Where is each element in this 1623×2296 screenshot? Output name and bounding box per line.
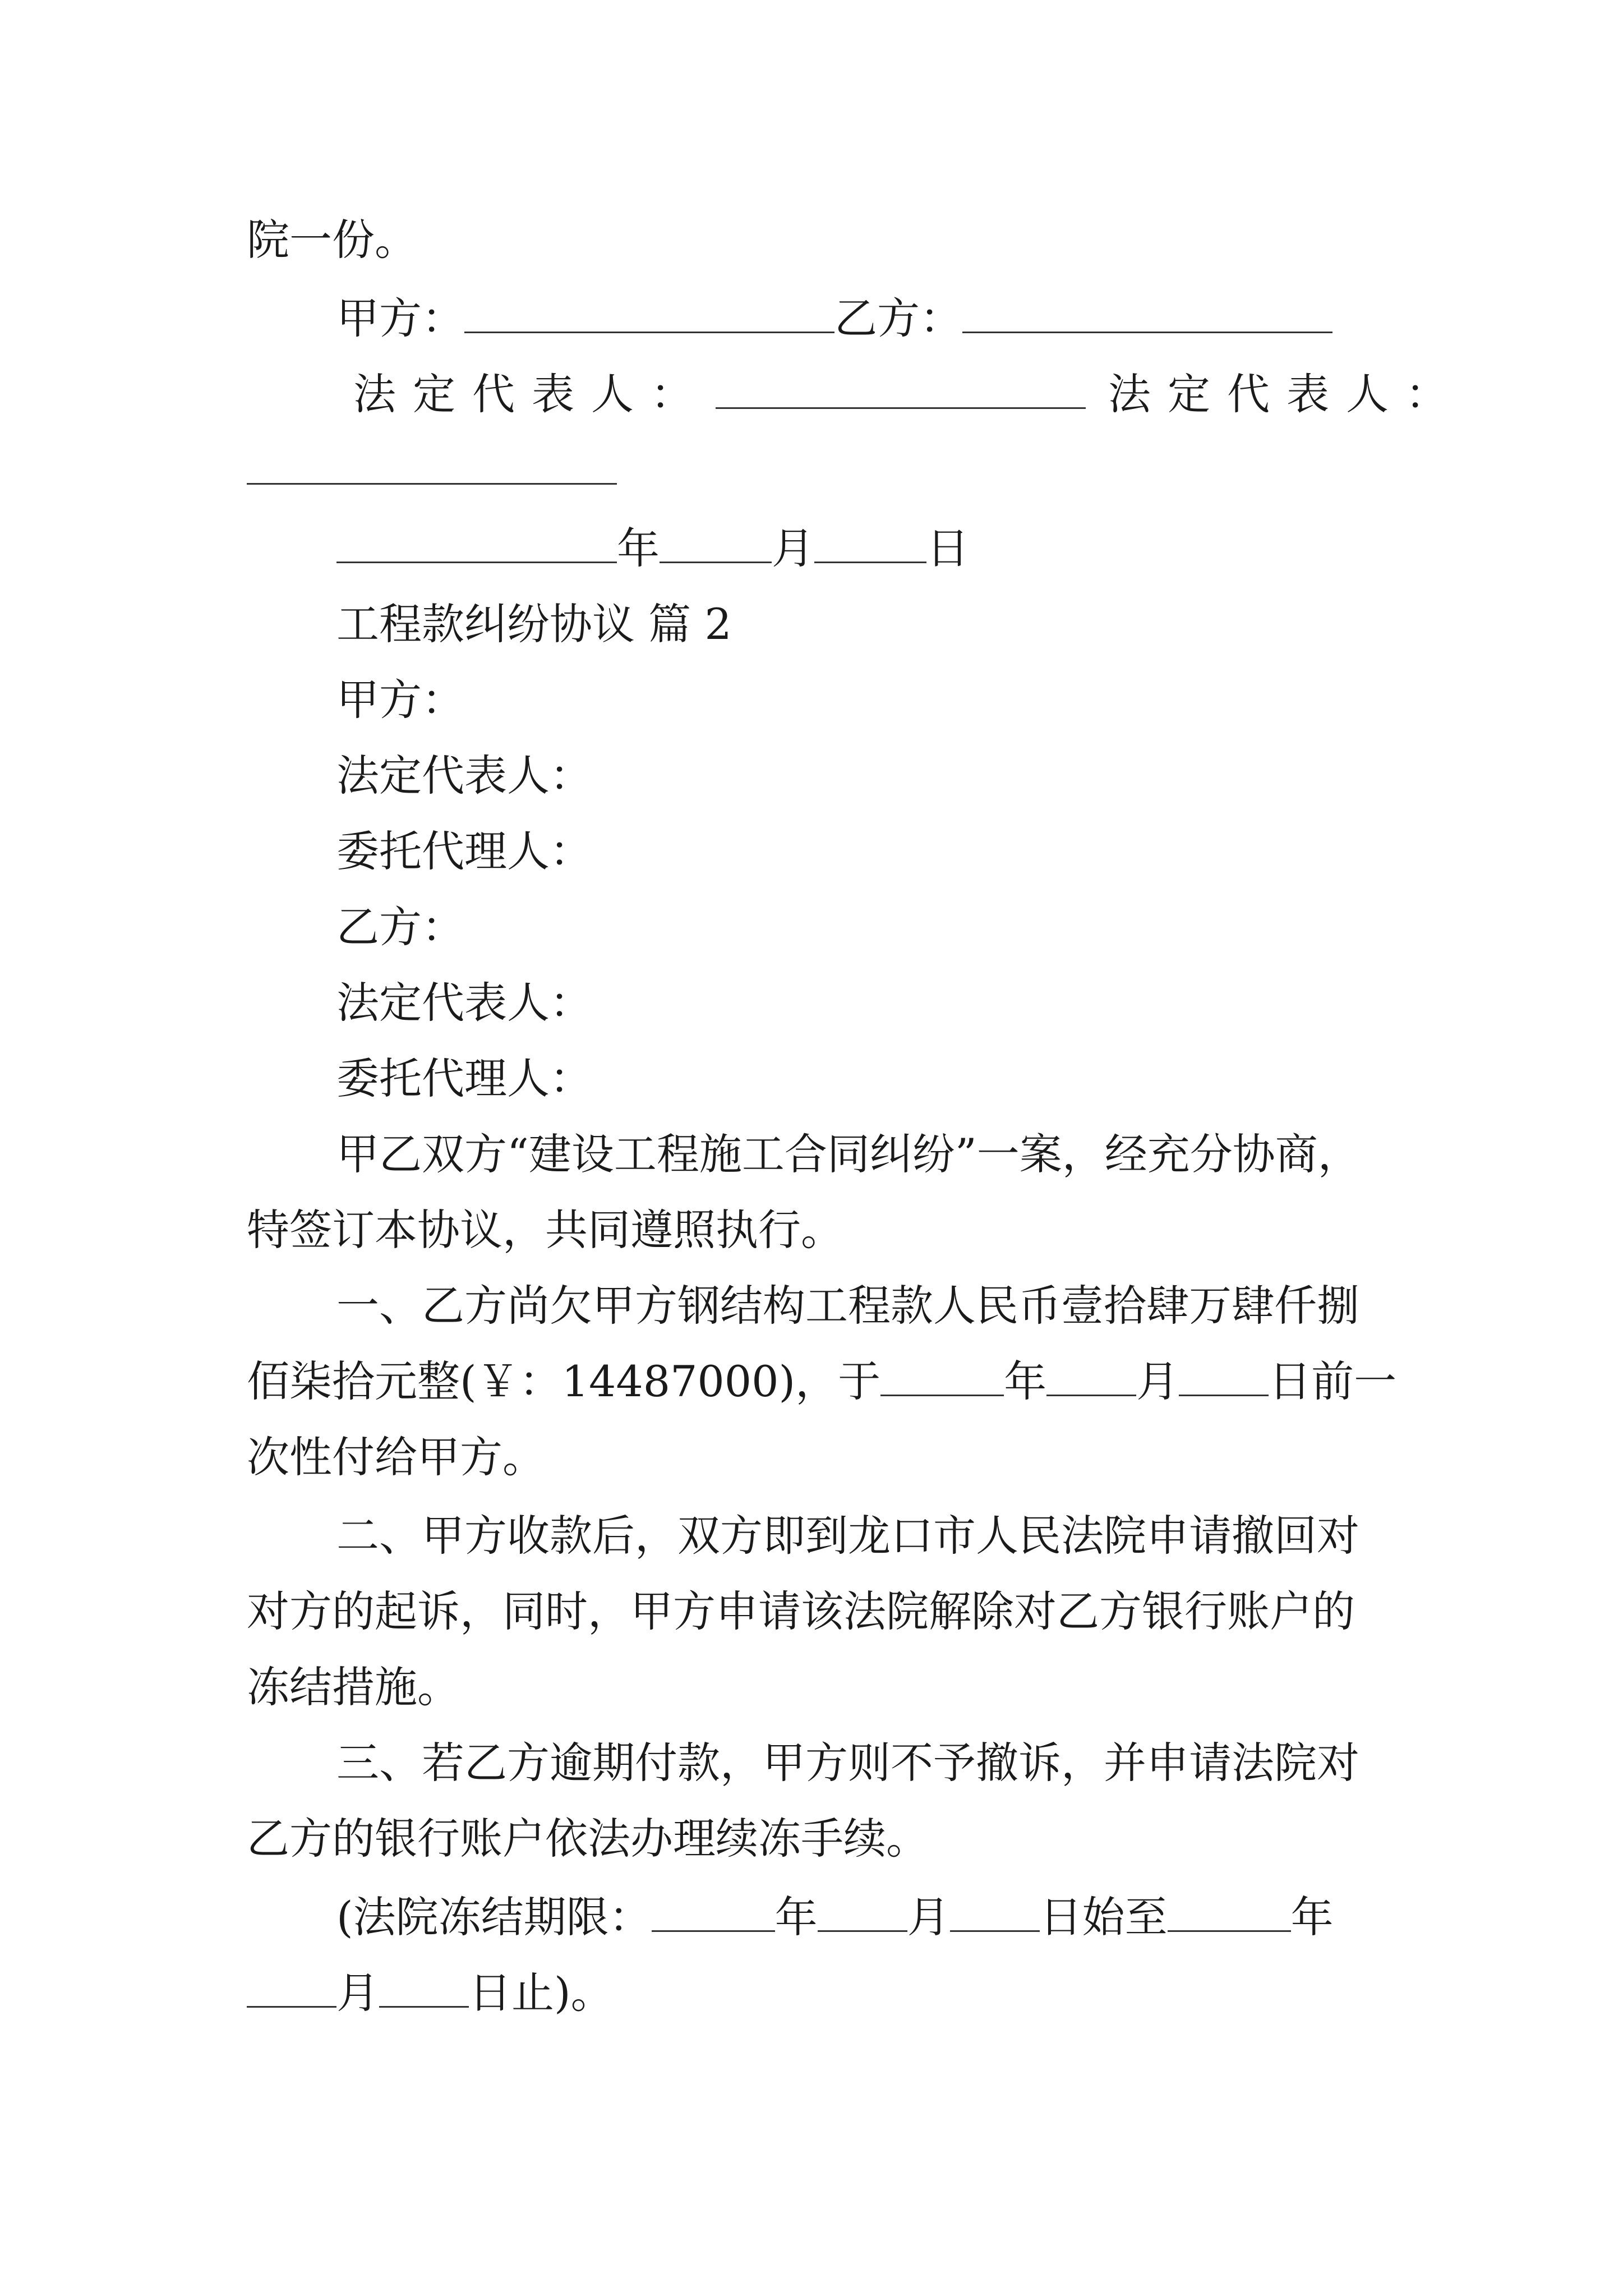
rep-a-label: 法定代表人： — [353, 369, 710, 419]
clause-1-day-blank[interactable] — [1179, 1360, 1269, 1396]
party-b-label: 乙方： — [834, 293, 962, 343]
clause-1-month-blank[interactable] — [1046, 1360, 1136, 1396]
clause-1-line-2 — [247, 1355, 1396, 1409]
party-a-blank[interactable] — [464, 297, 834, 333]
clause-1-year-blank[interactable] — [880, 1360, 1004, 1396]
freeze-end-year-label: 年 — [1290, 1892, 1334, 1942]
freeze-prefix: (法院冻结期限： — [336, 1892, 652, 1942]
party-b-representative: 法定代表人： — [336, 978, 592, 1028]
clause-2-line-1: 二、甲方收款后，双方即到龙口市人民法院申请撤回对 — [336, 1511, 1359, 1561]
signature-line-parties — [336, 292, 1332, 346]
signature-line-representatives — [353, 367, 1465, 421]
previous-clause-tail: 院一份。 — [247, 215, 417, 265]
clause-1-line-3: 次性付给甲方。 — [247, 1432, 545, 1482]
freeze-period-line-1 — [336, 1890, 1334, 1944]
party-a-label: 甲方： — [336, 293, 464, 343]
rep-b-blank-row — [247, 443, 617, 497]
intro-line-2: 特签订本协议，共同遵照执行。 — [247, 1205, 843, 1255]
sign-year-blank[interactable] — [336, 527, 617, 563]
freeze-period-line-2 — [247, 1966, 614, 2020]
freeze-start-month-blank[interactable] — [818, 1895, 907, 1932]
rep-b-blank[interactable] — [247, 448, 617, 485]
clause-2-line-3: 冻结措施。 — [247, 1662, 460, 1712]
sign-month-label: 月 — [772, 523, 814, 573]
sign-day-blank[interactable] — [814, 527, 926, 563]
party-b-agent: 委托代理人： — [336, 1053, 592, 1103]
section-heading: 工程款纠纷协议 篇 2 — [336, 599, 732, 649]
clause-1-year-label: 年 — [1004, 1356, 1047, 1406]
clause-1-day-label: 日前一 — [1269, 1356, 1397, 1406]
clause-1-line-1: 一、乙方尚欠甲方钢结构工程款人民币壹拾肆万肆仟捌 — [336, 1281, 1359, 1331]
clause-3-line-1: 三、若乙方逾期付款，甲方则不予撤诉，并申请法院对 — [336, 1738, 1359, 1788]
party-a-field: 甲方： — [336, 675, 464, 725]
sign-month-blank[interactable] — [660, 527, 772, 563]
party-a-representative: 法定代表人： — [336, 751, 592, 800]
clause-2-line-2: 对方的起诉，同时，甲方申请该法院解除对乙方银行账户的 — [247, 1586, 1355, 1636]
sign-year-label: 年 — [617, 523, 660, 573]
rep-a-blank[interactable] — [716, 372, 1086, 409]
clause-1-month-label: 月 — [1136, 1356, 1179, 1406]
freeze-start-day-blank[interactable] — [950, 1895, 1040, 1932]
freeze-start-day-label: 日始至 — [1039, 1892, 1168, 1942]
party-b-blank[interactable] — [962, 297, 1332, 333]
freeze-start-month-label: 月 — [907, 1892, 950, 1942]
freeze-end-month-label: 月 — [336, 1968, 379, 2018]
rep-b-label: 法定代表人： — [1108, 369, 1465, 419]
intro-line-1: 甲乙双方“建设工程施工合同纠纷”一案，经充分协商， — [336, 1129, 1361, 1179]
signature-date-line — [336, 522, 969, 576]
freeze-start-year-blank[interactable] — [652, 1895, 775, 1932]
freeze-end-year-blank[interactable] — [1168, 1895, 1291, 1932]
clause-3-line-2: 乙方的银行账户依法办理续冻手续。 — [247, 1814, 929, 1864]
freeze-end-day-label: 日止)。 — [469, 1968, 614, 2018]
party-b-field: 乙方： — [336, 902, 464, 952]
freeze-start-year-label: 年 — [774, 1892, 818, 1942]
freeze-end-month-blank[interactable] — [247, 1971, 336, 2008]
party-a-agent: 委托代理人： — [336, 826, 592, 876]
clause-1-amount-text: 佰柒拾元整(￥：14487000)，于 — [247, 1356, 881, 1406]
sign-day-label: 日 — [926, 523, 969, 573]
freeze-end-day-blank[interactable] — [379, 1971, 469, 2008]
